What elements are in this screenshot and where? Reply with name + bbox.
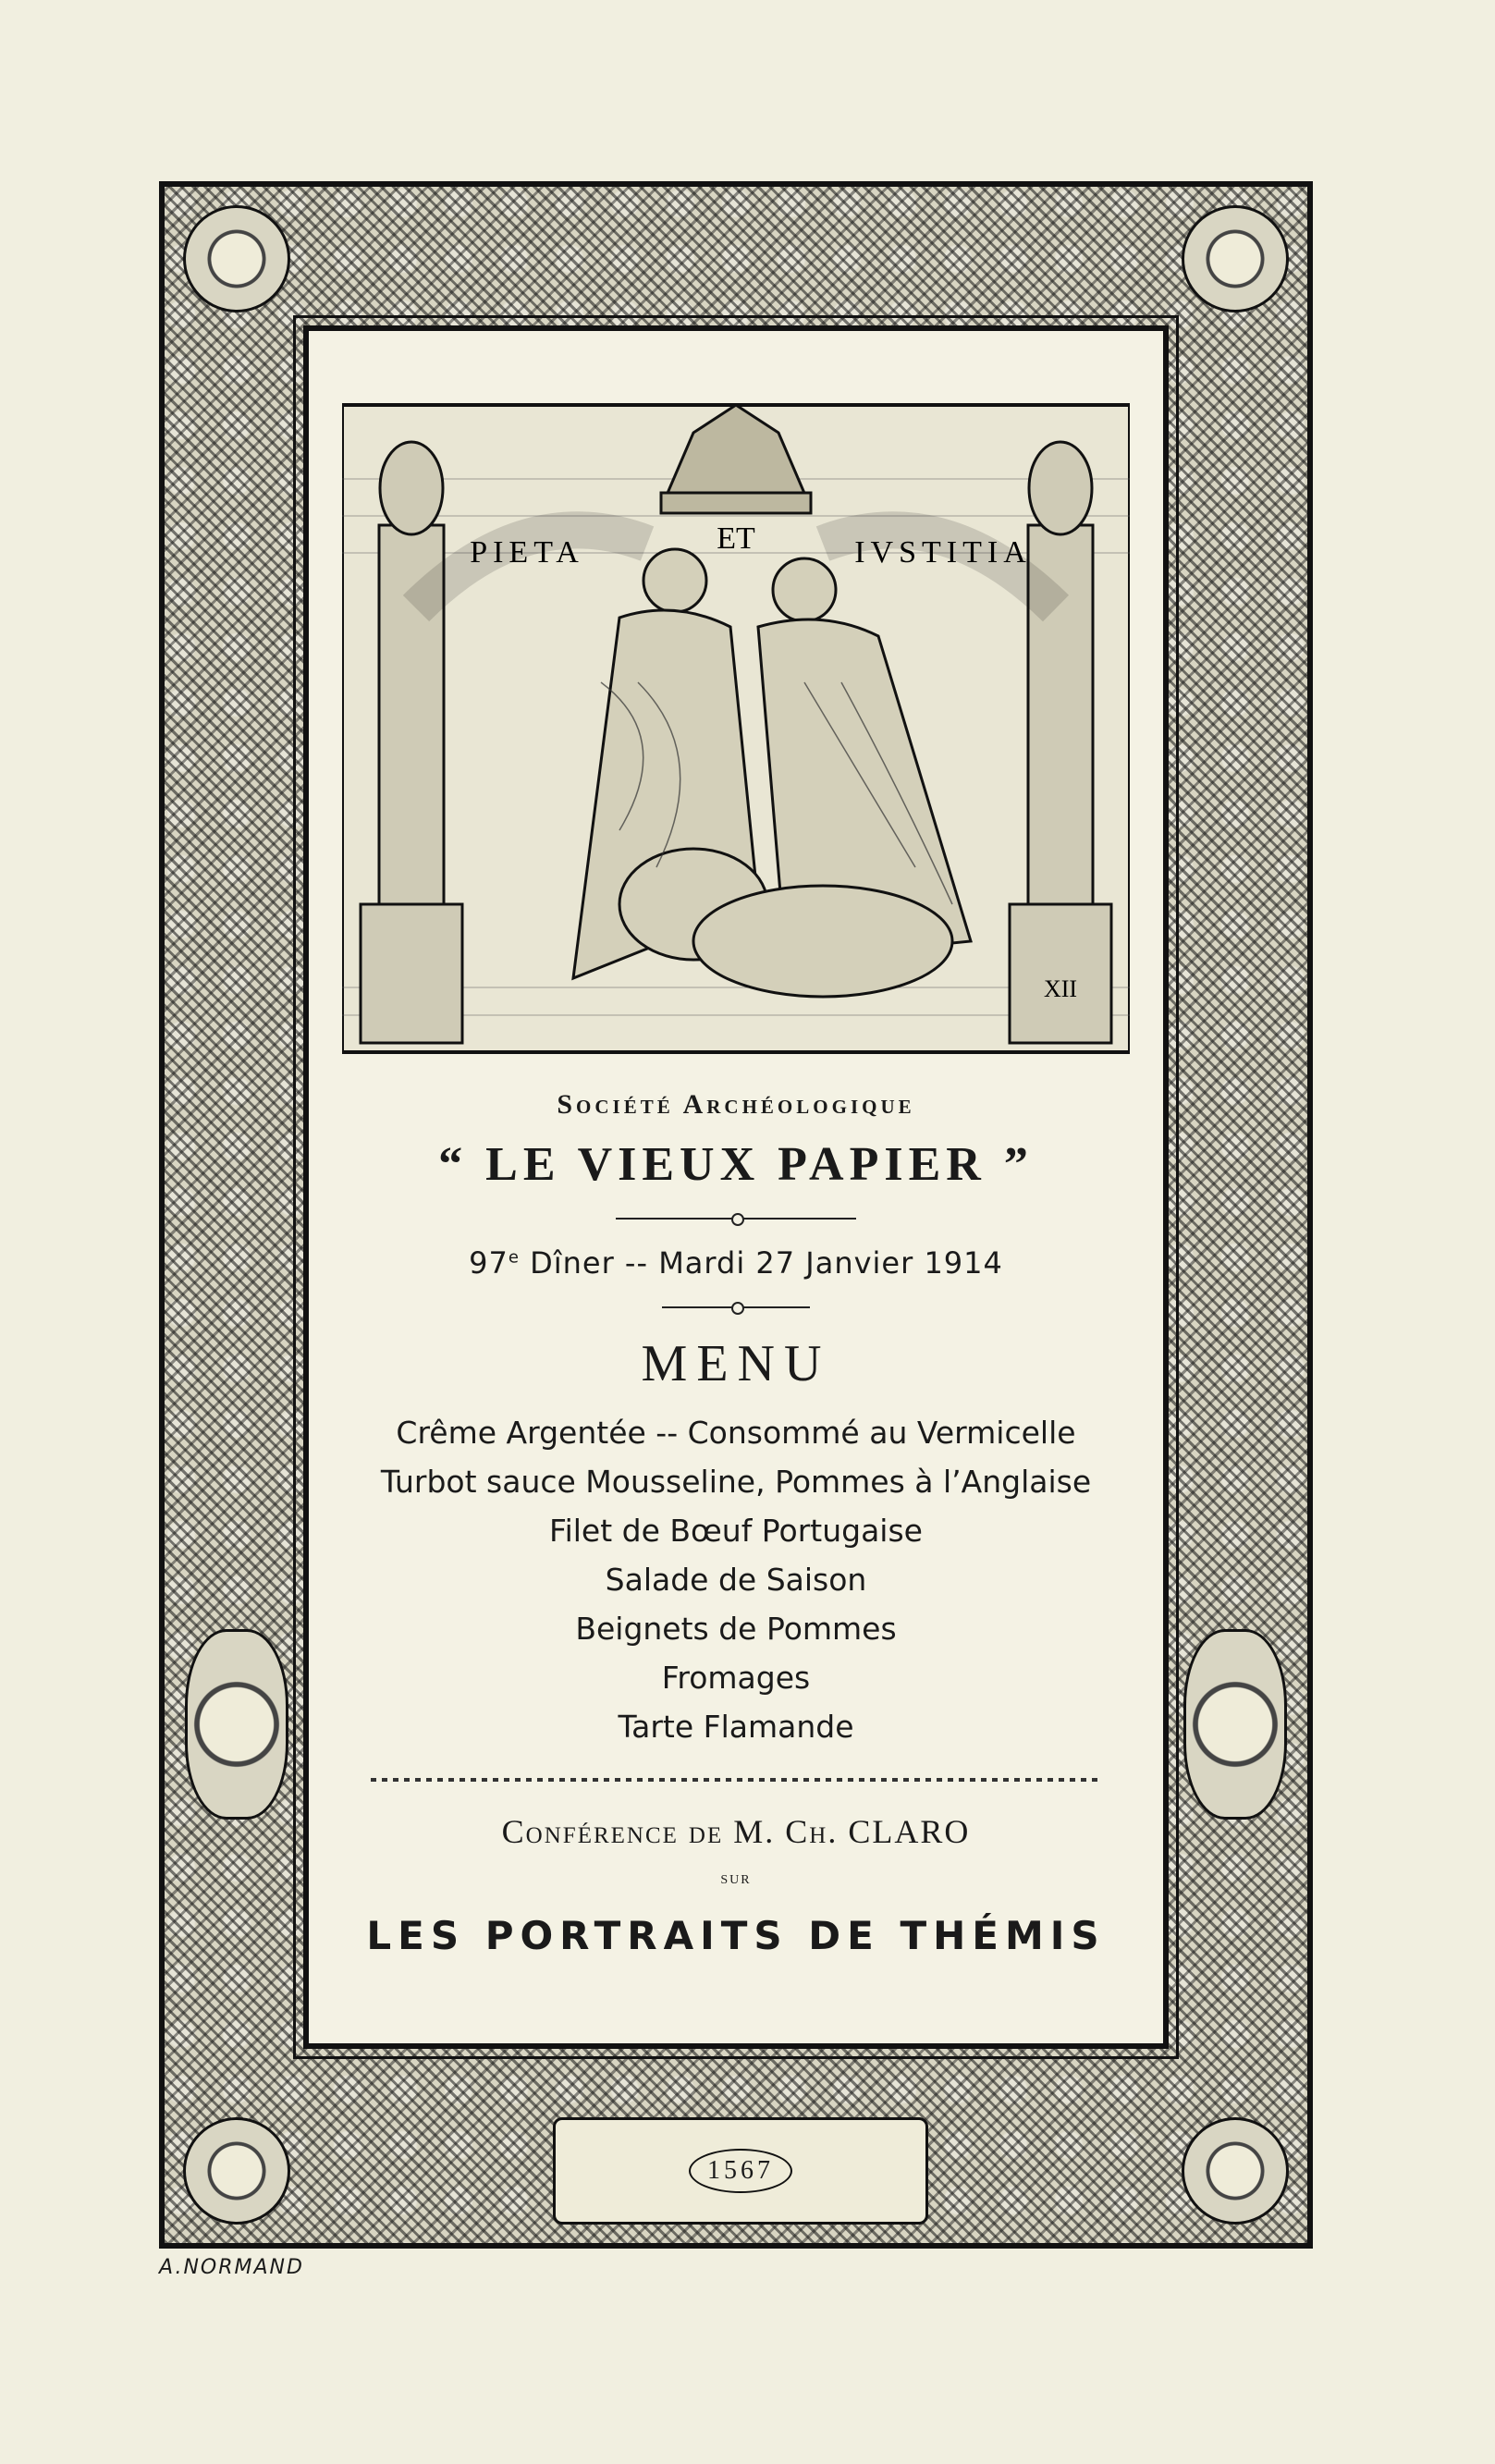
artist-signature: A.NORMAND [159,2256,304,2279]
cartouche-date: 1567 [689,2149,792,2193]
menu-item: Tarte Flamande [618,1709,854,1745]
society-name: Société Archéologique [557,1089,915,1120]
wavy-divider [371,1775,1101,1784]
menu-item: Fromages [661,1660,811,1696]
menu-list [309,1408,1163,1751]
conference-topic: LES PORTRAITS DE THÉMIS [366,1913,1106,1958]
banner-center: ET [717,521,755,556]
corner-ornament-bottom-right [1182,2117,1289,2225]
menu-item: Crême Argentée -- Consommé au Vermicelle [396,1415,1076,1451]
menu-item: Filet de Bœuf Portugaise [549,1513,923,1549]
menu-item: Turbot sauce Mousseline, Pommes à l’Anglaise [380,1464,1092,1500]
corner-ornament-bottom-left [183,2117,290,2225]
menu-card [159,181,1313,2249]
conference-sur: sur [720,1868,752,1888]
menu-item: Beignets de Pommes [575,1611,897,1647]
banner-left: PIETA [470,535,584,570]
mask-ornament-left [185,1629,288,1820]
divider [616,1218,856,1220]
menu-item: Salade de Saison [605,1562,867,1598]
bottom-cartouche [553,2117,928,2225]
dinner-line: 97e Dîner -- Mardi 27 Janvier 1914 [469,1245,1003,1281]
corner-ornament-top-left [183,205,290,313]
menu-panel [303,325,1169,2049]
allegorical-engraving [342,386,1130,1061]
society-title: “ LE VIEUX PAPIER ” [438,1138,1034,1191]
mask-ornament-right [1183,1629,1287,1820]
menu-title: MENU [641,1335,831,1392]
pedestal-mark: XII [1043,975,1078,1002]
conference-speaker: Conférence de M. Ch. CLARO [501,1813,971,1850]
corner-ornament-top-right [1182,205,1289,313]
banner-right: IVSTITIA [854,535,1032,570]
divider-small [662,1306,810,1308]
menu-content [309,1089,1163,1958]
